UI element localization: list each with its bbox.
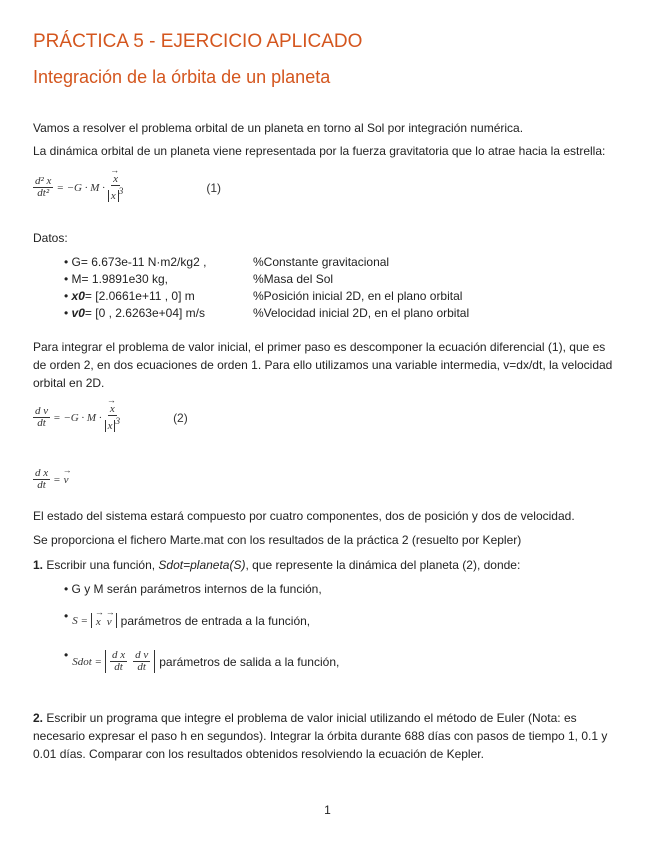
equation-3: $\frac{\text{d x}}{dt}$ = → v <box>33 468 68 491</box>
eq1-power: 3 <box>118 186 124 196</box>
equation-2: $\frac{\text{d v}}{dt}$ = −G · M · → $\frac{x}{x ^3}$ (2) <box>33 404 188 432</box>
datos-item: • v0= [0 , 2.6263e+04] m/s <box>64 306 205 320</box>
page-title: PRÁCTICA 5 - EJERCICIO APLICADO <box>33 31 363 52</box>
datos-item: • G= 6.673e-11 N·m2/kg2 , <box>64 255 206 269</box>
datos-label: Datos: <box>33 231 68 245</box>
paragraph-state: El estado del sistema estará compuesto por cuatro componentes, dos de posición y dos de velocidad. <box>33 509 575 523</box>
paragraph-file: Se proporciona el fichero Marte.mat con los resultados de la práctica 2 (resuelto por Kepler) <box>33 533 522 547</box>
page-number: 1 <box>324 803 331 817</box>
eq1-denominator: dt² <box>37 187 50 200</box>
datos-comment: %Masa del Sol <box>253 272 334 286</box>
page-subtitle: Integración de la órbita de un planeta <box>33 67 331 87</box>
datos-item: • x0= [2.0661e+11 , 0] m <box>64 289 195 303</box>
datos-comment: %Posición inicial 2D, en el plano orbital <box>253 289 463 303</box>
eq1-rhs-denominator: x <box>108 190 119 202</box>
datos-item: • M= 1.9891e30 kg, <box>64 272 168 286</box>
task-2: 2. Escribir un programa que integre el problema de valor inicial utilizando el método de Euler (Nota: es necesario expresar el paso h en segundos). Integrar la órbita durante 688 días con pasos de tiempo 1, 0.1 y 0.01 días. Comparar con los resultados obtenidos resolviendo la ecuación de Kepler. <box>33 711 608 761</box>
bullet-output-params: • Sdot = $\frac{\text{d x}}{dt}$ $\frac{\text{d v}}{dt}$ parámetros de salida a la función, <box>64 636 339 673</box>
intro-paragraph-1: Vamos a resolver el problema orbital de un planeta en torno al Sol por integración numérica. <box>33 121 524 135</box>
task-1: 1. Escribir una función, Sdot=planeta(S), que represente la dinámica del planeta (2), donde: <box>33 558 521 572</box>
equation-1 <box>33 174 221 202</box>
paragraph-decomposition: Para integrar el problema de valor inicial, el primer paso es descomponer la ecuación diferencial (1), que es de orden 2, en dos ecuaciones de orden 1. Para ello utilizamos una variable intermedia, v=dx/dt, la velocidad orbital en 2D. <box>33 340 613 390</box>
eq1-label: (1) <box>206 180 222 195</box>
eq1-rhs-numerator: → x <box>111 174 120 186</box>
eq1-rhs: = −G · M · <box>56 181 105 194</box>
bullet-internal-params: • G y M serán parámetros internos de la función, <box>64 582 322 596</box>
datos-comment: %Constante gravitacional <box>253 255 390 269</box>
bullet-input-params: • S = → x → v parámetros de entrada a la función, <box>64 603 310 628</box>
datos-comment: %Velocidad inicial 2D, en el plano orbital <box>253 306 470 320</box>
intro-paragraph-2: La dinámica orbital de un planeta viene representada por la fuerza gravitatoria que lo atrae hacia la estrella: <box>33 144 606 158</box>
eq1-numerator: d² x <box>35 175 52 188</box>
